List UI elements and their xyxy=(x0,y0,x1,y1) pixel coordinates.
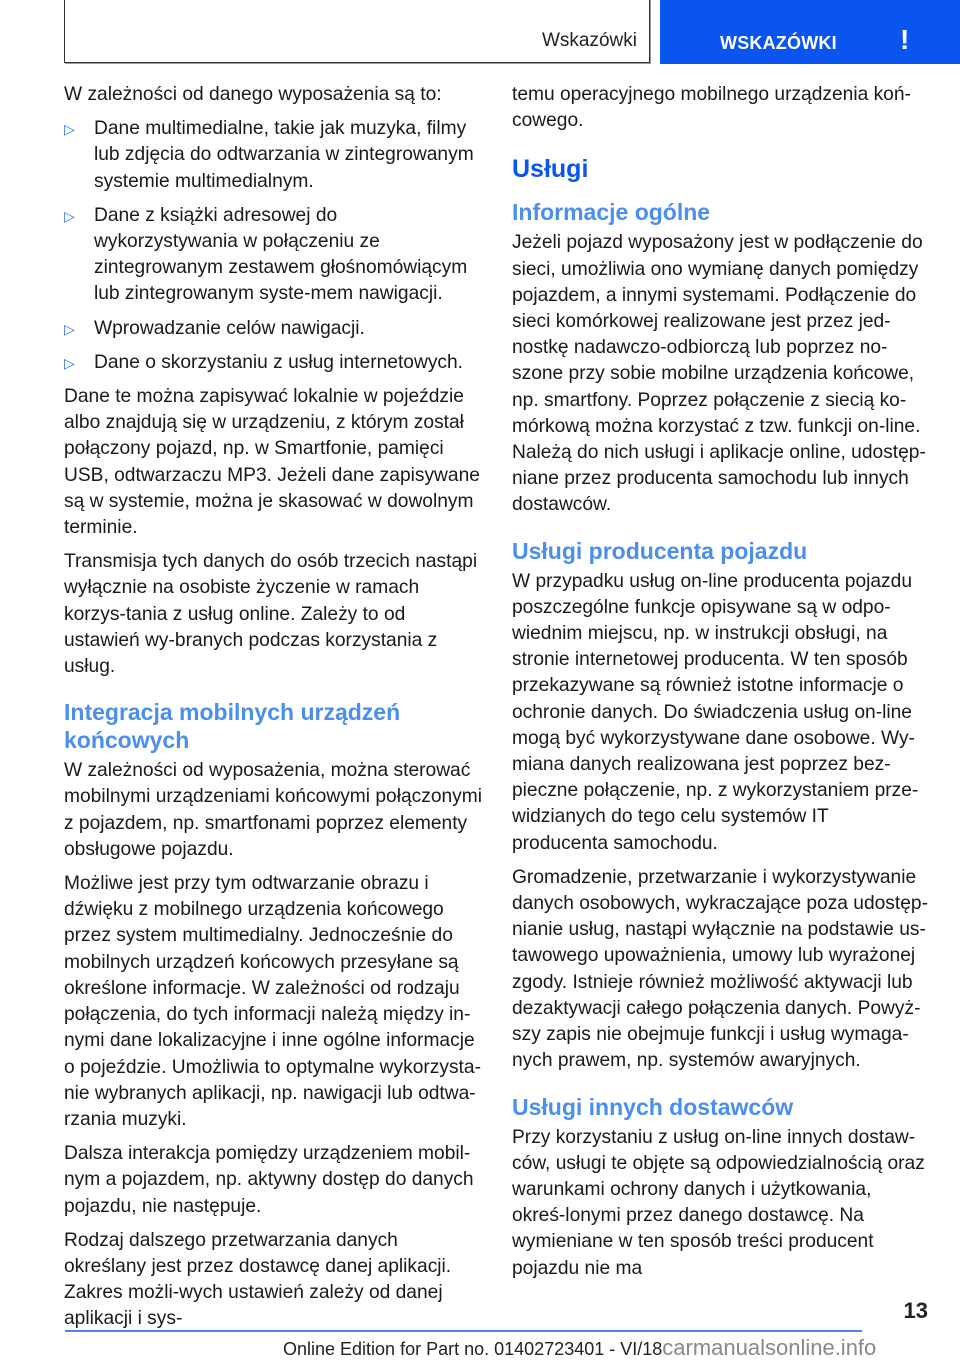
bullet-item xyxy=(64,203,484,308)
paragraph: Rodzaj dalszego przetwarzania danych określany jest przez dostawcę danej aplikacji. Zakres możli-wych ustawień zależy od danej aplikacji i sys- xyxy=(64,1229,452,1330)
paragraph: W przypadku usług on-line producenta pojazdu poszczególne funkcje opisywane są w odpo-wiednim miejscu, np. w instrukcji obsługi, na stronie internetowej producenta. W ten sposób przekazywane są również istotne informacje o ochronie danych. Do świadczenia usług on-line mogą być wykorzystywane dane osobowe. Wy-miana danych realizowana jest poprzez bez-pieczne połączenie, np. z wykorzystaniem prze-widzianych do tego celu systemów IT producenta samochodu. xyxy=(512,570,919,854)
section-heading-services: Usługi xyxy=(512,155,589,184)
chapter-tab-label: WSKAZÓWKI xyxy=(720,33,837,53)
footer-edition xyxy=(283,1335,876,1361)
intro-text: W zależności od danego wyposażenia są to: xyxy=(64,84,442,105)
triangle-bullet-icon: ▷ xyxy=(64,354,75,371)
paragraph: Dalsza interakcja pomiędzy urządzeniem mobil-nym a pojazdem, np. aktywny dostęp do danych pojazdu, nie następuje. xyxy=(64,1143,474,1217)
running-header-title: Wskazówki xyxy=(541,30,637,51)
triangle-bullet-icon: ▷ xyxy=(64,207,75,224)
bullet-text: Dane multimedialne, takie jak muzyka, filmy lub zdjęcia do odtwarzania w zintegrowanym systemie multimedialnym. xyxy=(94,118,474,192)
paragraph: Transmisja tych danych do osób trzecich nastąpi wyłącznie na osobiste życzenie w ramach korzys-tania z usług online. Zależy to od ustawień wy-branych podczas korzystania z usług. xyxy=(64,551,478,678)
paragraph: W zależności od wyposażenia, można sterować mobilnymi urządzeniami końcowymi połączonymi z pojazdem, np. smartfonami poprzez elementy obsługowe pojazdu. xyxy=(64,760,483,860)
footer-divider xyxy=(65,1330,862,1332)
paragraph: Dane te można zapisywać lokalnie w pojeździe albo znajdują się w urządzeniu, z którym został połączony pojazd, np. w Smartfonie, pamięci USB, odtwarzaczu MP3. Jeżeli dane zapisywane są w systemie, można je skasować w dowolnym terminie. xyxy=(64,386,480,539)
edition-text: Online Edition for Part no. 01402723401 - VI/18 xyxy=(283,1339,663,1359)
bullet-text: Wprowadzanie celów nawigacji. xyxy=(94,317,365,339)
exclamation-icon: ! xyxy=(900,24,910,55)
bullet-text: Dane z książki adresowej do wykorzystywania w połączeniu ze zintegrowanym zestawem głośnomówiącym lub zintegrowanym syste-mem nawigacji. xyxy=(94,204,468,305)
triangle-bullet-icon: ▷ xyxy=(64,121,75,138)
continuation-text: temu operacyjnego mobilnego urządzenia koń-cowego. xyxy=(512,84,911,132)
subheading-manufacturer-services: Usługi producenta pojazdu xyxy=(512,537,808,564)
bullet-list xyxy=(64,116,484,376)
triangle-bullet-icon: ▷ xyxy=(64,320,75,337)
paragraph: Przy korzystaniu z usług on-line innych dostaw-ców, usługi te objęte są odpowiedzialnością oraz warunkami ochrony danych i użytkowania, okreś-lonymi przez danego dostawcę. Na wymieniane w ten sposób treści producent pojazdu nie ma xyxy=(512,1126,925,1279)
page-number: 13 xyxy=(903,1298,928,1323)
subheading-general-info: Informacje ogólne xyxy=(512,199,711,226)
running-header-box xyxy=(64,0,650,63)
subheading-integration: Integracja mobilnych urządzeń końcowych xyxy=(64,699,401,754)
bullet-item xyxy=(64,116,484,195)
bullet-text: Dane o skorzystaniu z usług internetowych. xyxy=(94,351,464,373)
left-column xyxy=(64,82,484,1341)
chapter-tab[interactable] xyxy=(660,0,960,64)
paragraph: Możliwe jest przy tym odtwarzanie obrazu i dźwięku z mobilnego urządzenia końcowego przez system multimedialny. Jednocześnie do mobilnych urządzeń końcowych przesyłane są określone informacje. W zależności od rodzaju połączenia, do tych informacji należą między in-nymi dane lokalizacyjne i inne ogólne informacje o pojeździe. Umożliwia to optymalne wykorzysta-nie wybranych aplikacji, np. nawigacji lub odtwa-rzania muzyki. xyxy=(64,873,481,1130)
paragraph: Jeżeli pojazd wyposażony jest w podłączenie do sieci, umożliwia ono wymianę danych pomiędzy pojazdem, a innymi systemami. Podłączenie do sieci komórkowej realizowane jest przez jed-nostkę nadawczo-odbiorczą lub poprzez no-szone przy sobie mobilne urządzenia końcowe, np. smartfony. Poprzez połączenie z siecią ko-mórkową można korzystać z tzw. funkcji on-line. Należą do nich usługi i aplikacje online, udostęp-niane przez producenta samochodu lub innych dostawców. xyxy=(512,232,926,516)
bullet-item xyxy=(64,316,484,342)
watermark-link[interactable]: carmanualsonline.info xyxy=(662,1335,877,1360)
subheading-third-party-services: Usługi innych dostawców xyxy=(512,1093,794,1120)
bullet-item xyxy=(64,350,484,376)
right-column xyxy=(512,82,928,1290)
paragraph: Gromadzenie, przetwarzanie i wykorzystywanie danych osobowych, wykraczające poza udostęp-nianie usług, nastąpi wyłącznie na podstawie us-tawowego upoważnienia, umowy lub wyrażonej zgody. Istnieje również możliwość aktywacji lub dezaktywacji całego połączenia danych. Powyż-szy zapis nie obejmuje funkcji i usług wymaga-nych prawem, np. systemów awaryjnych. xyxy=(512,866,928,1072)
